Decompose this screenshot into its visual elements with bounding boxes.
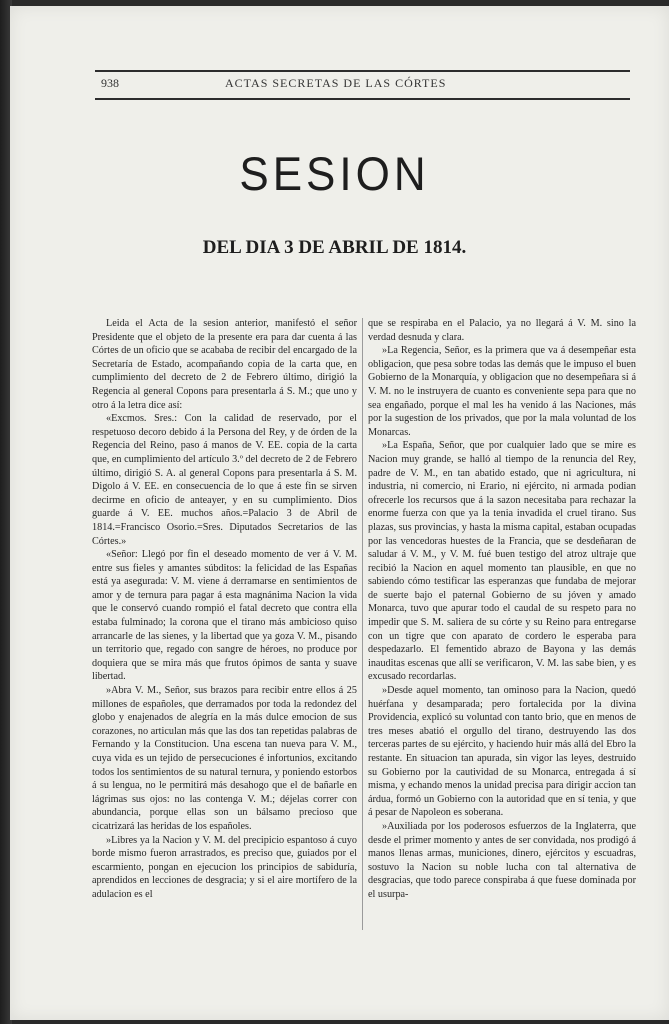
paragraph: »Abra V. M., Señor, sus brazos para recibir entre ellos á 25 millones de españoles, que derramados por toda la redondez del globo y enajenados de alegría en la más dulce emocion de sus corazones, no articulan más que las dos tan repetidas palabras de Fernando y la Constitucion. Una escena tan nueva para V. M., cuya vida es un tejido de persecuciones é infortunios, excitando todos los sentimientos de su natural ternura, y poniendo estorbos á su lengua, no le permitirá más desahogo que el de bañarle en lágrimas sus ojos: no las contenga V. M.; déjelas correr con abundancia, porque ellas son un bálsamo precioso que cicatrizará las heridas de los españoles. bbox=[92, 685, 357, 832]
paragraph: Leida el Acta de la sesion anterior, manifestó el señor Presidente que el objeto de la presente era para dar cuenta á las Córtes de un oficio que se acababa de recibir del encargado de la Secretaría de Estado, acompañando copia de la carta que, en cumplimiento del decreto de 2 de Febrero último, dirigió la Regencia al general Copons para presentarla á S. M.; que uno y otro á la letra dice así: bbox=[92, 318, 357, 411]
session-title: SESION bbox=[239, 148, 430, 201]
page-number: 938 bbox=[101, 76, 119, 90]
paragraph: »La Regencia, Señor, es la primera que va á desempeñar esta obligacion, que pesa sobre todas las demás que le impuso el buen Gobierno de la Monarquía, y obligacion que no desempeñara si á V. M. no le instruyera de cuanto es conveniente sepa para que no sea engañado, porque el mal les ha venido á las Naciones, más por la sugestion de los privados, que por la mala voluntad de los Monarcas. bbox=[368, 345, 636, 438]
paragraph: «Señor: Llegó por fin el deseado momento de ver á V. M. entre sus fieles y amantes súbditos: la felicidad de las Españas está ya asegurada: V. M. viene á derramarse en sentimientos de amor y de ternura para pagar á esta magnánima Nacion la vida que le conservó cuando rompió el fatal decreto que contra ella estaba fulminado; la corona que el tirano más ambicioso quiso arrancarle de las sienes, y la libertad que ya goza V. M., pisando un territorio que, regado con sangre de héroes, no produce por doquiera que se mira más que frutos ópimos de santa y suave libertad. bbox=[92, 549, 357, 683]
paragraph: «Excmos. Sres.: Con la calidad de reservado, por el respetuoso decoro debido á la Persona del Rey, y de órden de la Regencia del Reino, paso á manos de V. EE. copia de la carta que, en cumplimiento del artículo 3.º del decreto de 2 de Febrero último, dirigió S. A. al general Copons para presentarla á S. M. Digolo á V. EE. en consecuencia de lo que á este fin se sirven decirme en oficio de anteayer, y en su cumplimiento. Dios guarde á V. EE. muchos años.=Palacio 3 de Abril de 1814.=Francisco Osorio.=Sres. Diputados Secretarios de las Córtes.» bbox=[92, 413, 357, 547]
running-header bbox=[95, 70, 630, 100]
paragraph: »Desde aquel momento, tan ominoso para la Nacion, quedó huérfana y desamparada; pero fortalecida por la divina Providencia, explicó su voluntad con tanto brio, que en menos de tres meses abatió el orgullo del tirano, destruyendo las dos terceras partes de su ejército, y haciendo huir más allá del Ebro la restante. En situacion tan apurada, sin vigor las leyes, destruido su Gobierno por la cautividad de su Monarca, entregada á sí misma, y echando menos la unidad precisa para dirigir accion tan árdua, formó un Gobierno con la autoridad que en sí tenia, y que á pesar de Napoleon es soberana. bbox=[368, 685, 636, 819]
paragraph: »Auxiliada por los poderosos esfuerzos de la Inglaterra, que desde el primer momento y antes de ser convidada, nos prodigó á manos llenas armas, municiones, dinero, ejércitos y escuadras, sostuvo la Nacion su noble lucha con tal alternativa de desgracias, que todo parece conspiraba á que fuese dominada por el usurpa- bbox=[368, 820, 636, 900]
paragraph: »La España, Señor, que por cualquier lado que se mire es Nacion muy grande, se halló al tiempo de la renuncia del Rey, padre de V. M., en tan abatido estado, que ni agricultura, ni industria, ni comercio, ni Erario, ni ejército, ni armada podian ofrecerle los recursos que á la sazon necesitaba para rechazar la enorme fuerza con que ya la tenia invadida el cruel tirano. Sus plazas, sus provincias, y hasta la misma capital, estaban ocupadas por las vencedoras huestes de la Francia, que se desdeñaran de saludar á V. M., y V. M. fué buen testigo del atroz ultraje que recibió la Nacion en aquel momento tan plausible, en que no sabiendo cómo testificar las esperanzas que fundaba de mejorar de suerte bajo el paternal Gobierno de su jóven y amado Monarca, tuvo que apurar todo el caudal de su respeto para no impedir que S. M. saliera de su córte y su Reino para entregarse con un tigre que con aparato de cordero le esperaba para despedazarlo. El fementido abrazo de Bayona y las demás inauditas escenas que allí se verificaron, V. M. las sabe bien, y es excusado recordarlas. bbox=[368, 440, 636, 683]
left-column bbox=[92, 317, 357, 902]
paragraph: que se respiraba en el Palacio, ya no llegará á V. M. sino la verdad desnuda y clara. bbox=[368, 318, 636, 343]
paragraph: »Libres ya la Nacion y V. M. del precipicio espantoso á cuyo borde mismo fueron arrastrados, es preciso que, guiados por el escarmiento, pongan en ejecucion los principios de sabiduría, aprendidos en lecciones de desgracia; y si el aire mortífero de la adulacion es el bbox=[92, 834, 357, 900]
right-column bbox=[368, 317, 636, 902]
session-date: DEL DIA 3 DE ABRIL DE 1814. bbox=[202, 237, 467, 258]
column-divider bbox=[362, 318, 363, 930]
running-title: ACTAS SECRETAS DE LAS CÓRTES bbox=[225, 76, 447, 90]
